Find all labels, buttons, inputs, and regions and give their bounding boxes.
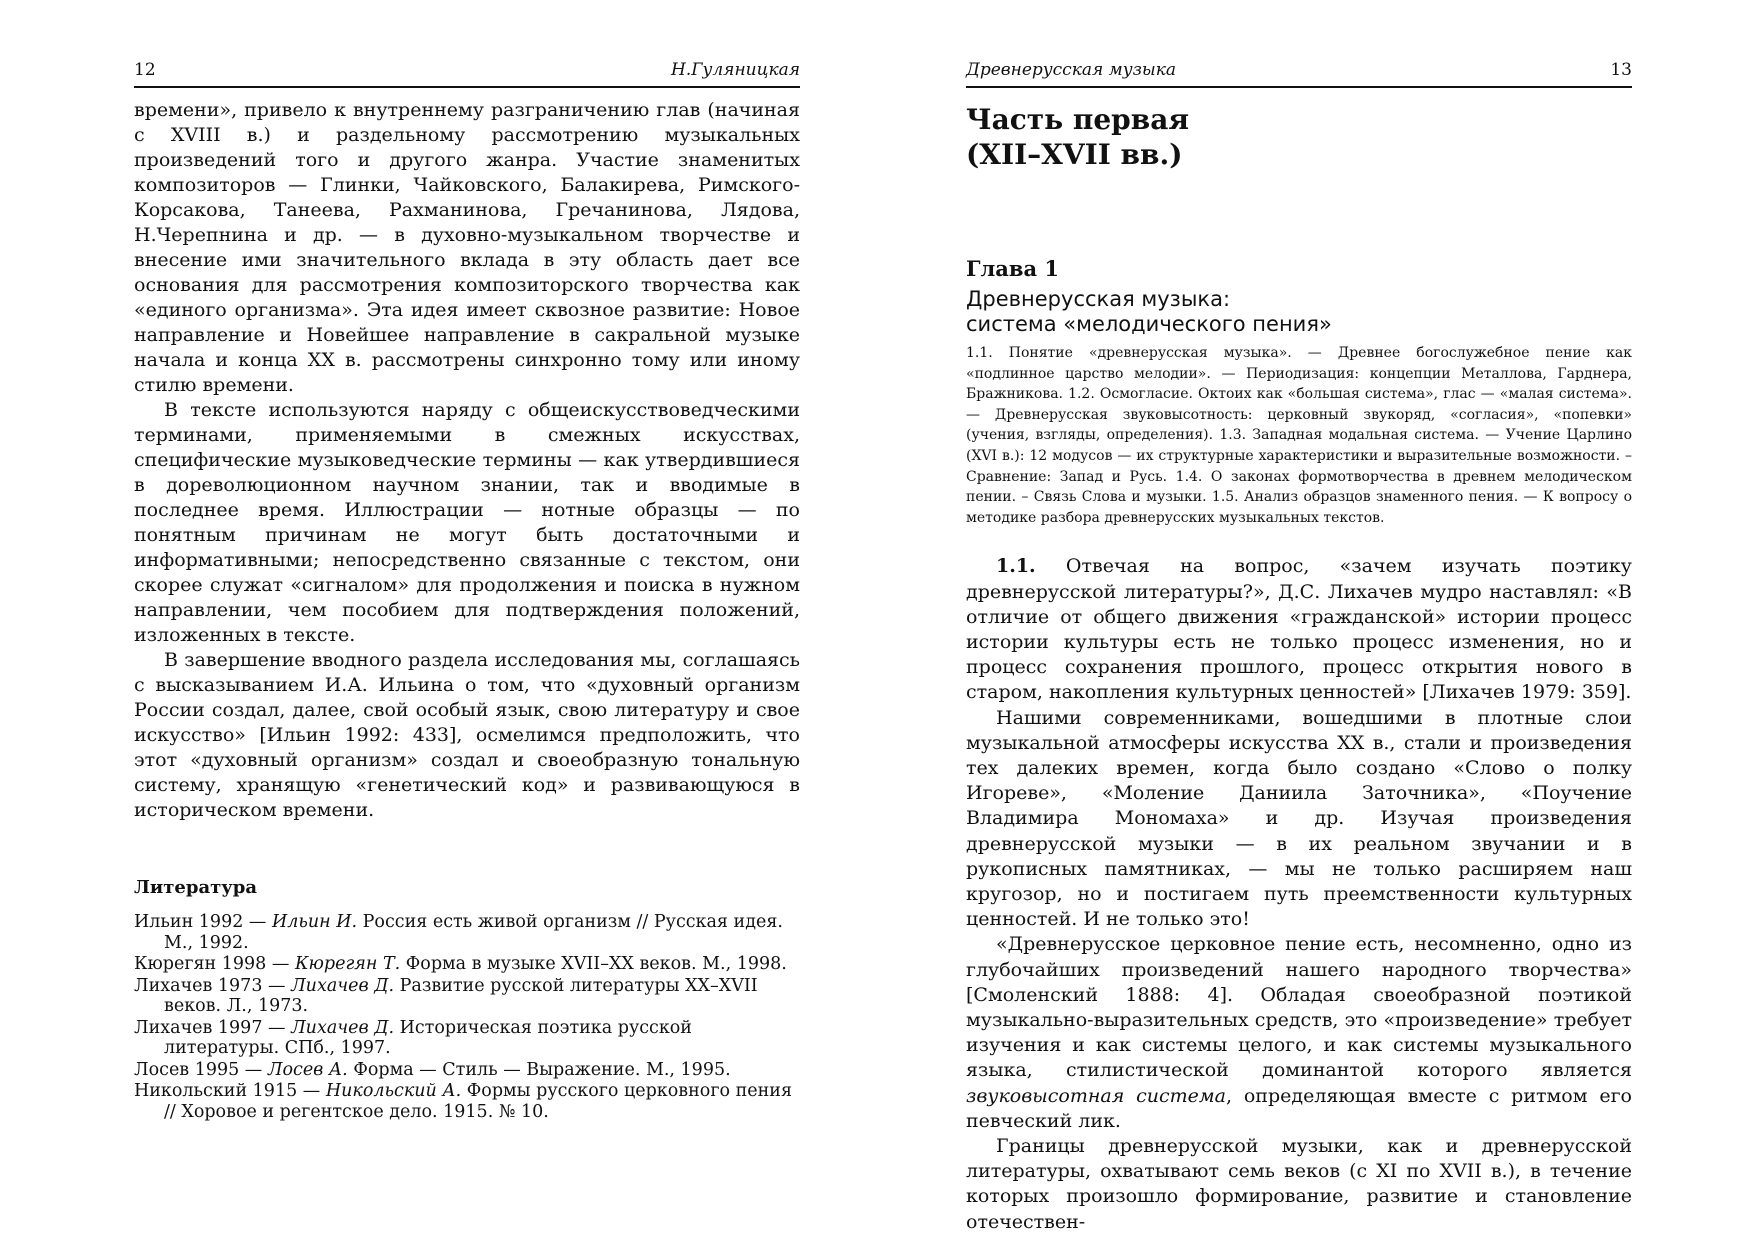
bib-entry: Лосев 1995 — Лосев А. Форма — Стиль — Выражение. М., 1995. — [134, 1059, 731, 1080]
left-running-head — [134, 52, 800, 88]
paragraph: Границы древнерусской музыки, как и древнерусской литературы, охватывают семь веков (с XI по XVII в.), в течение которых произошло формирование, развитие и становление отечествен- — [966, 1135, 1632, 1233]
page-number: 12 — [134, 60, 156, 80]
chapter-title-line: система «мелодического пения» — [966, 312, 1332, 336]
bib-entry: Ильин 1992 — Ильин И. Россия есть живой организм // Русская идея. М., 1992. — [134, 912, 783, 953]
page-number: 13 — [1610, 60, 1632, 80]
chapter-title — [966, 287, 1632, 337]
running-title: Древнерусская музыка — [966, 60, 1177, 80]
right-page — [966, 52, 1632, 1235]
bibliography — [134, 912, 800, 1122]
bib-entry: Кюрегян 1998 — Кюрегян Т. Форма в музыке XVII–XX веков. М., 1998. — [134, 954, 787, 974]
bib-entry: Никольский 1915 — Никольский А. Формы русского церковного пения // Хоровое и регентское дело. 1915. № 10. — [134, 1081, 792, 1122]
right-running-head — [966, 52, 1632, 88]
part-title-line: (XII–XVII вв.) — [966, 138, 1183, 171]
paragraph: В завершение вводного раздела исследования мы, соглашаясь с высказыванием И.А. Ильина о том, что «духовный организм России создал, далее, свой особый язык, свою литературу и свое искусство» [Ильин 1992: 433], осмелимся предположить, что этот «духовный организм» создал и своеобразную тональную систему, хранящую «генетический код» и развивающуюся в историческом времени. — [134, 649, 800, 821]
bib-entry: Лихачев 1973 — Лихачев Д. Развитие русской литературы XX–XVII веков. Л., 1973. — [134, 975, 758, 1016]
chapter-title-line: Древнерусская музыка: — [966, 287, 1231, 311]
paragraph: В тексте используются наряду с общеискусствоведческими терминами, применяемыми в смежных искусствах, специфические музыковедческие термины — как утвердившиеся в дореволюционном научном знании, так и вводимые в последнее время. Иллюстрации — нотные образцы — по понятным причинам не могут быть достаточными и информативными; непосредственно связанные с текстом, они скорее служат «сигналом» для продолжения и поиска в нужном направлении, чем пособием для подтверждения положений, изложенных в тексте. — [134, 399, 800, 646]
running-title: Н.Гуляницкая — [671, 60, 800, 80]
paragraph: Нашими современниками, вошедшими в плотные слои музыкальной атмосферы искусства XX в., стали и произведения тех далеких времен, когда было создано «Слово о полку Игореве», «Моление Даниила Заточника», «Поучение Владимира Мономаха» и др. Изучая произведения древнерусской музыки — в их реальном звучании и в рукописных памятниках, — мы не только расширяем наш кругозор, но и постигаем путь преемственности культурных ценностей. И не только это! — [966, 706, 1632, 931]
part-title — [966, 102, 1632, 172]
paragraph: 1.1. Отвечая на вопрос, «зачем изучать поэтику древнерусской литературы?», Д.С. Лихачев мудро наставлял: «В отличие от общего движения «гражданской» истории процесс истории культуры есть не только процесс изменения, но и процесс сохранения прошлого, процесс открытия нового в старом, накопления культурных ценностей» [Лихачев 1979: 359]. — [966, 555, 1632, 704]
section-number: 1.1. — [996, 555, 1036, 578]
left-page — [134, 52, 800, 1123]
paragraph: времени», привело к внутреннему разграничению глав (начиная с XVIII в.) и раздельному рассмотрению музыкальных произведений того и другого жанра. Участие знаменитых композиторов — Глинки, Чайковского, Балакирева, Римского-Корсакова, Танеева, Рахманинова, Гречанинова, Лядова, Н.Черепнина и др. — в духовно-музыкальном творчестве и внесение ими значительного вклада в эту область дает все основания для рассмотрения композиторского творчества как «единого организма». Эта идея имеет сквозное развитие: Новое направление и Новейшее направление в сакральной музыке начала и конца XX в. рассмотрены синхронно тому или иному стилю времени. — [134, 99, 800, 396]
left-body-text — [134, 98, 800, 823]
chapter-number: Глава 1 — [966, 256, 1060, 281]
right-body-text — [966, 554, 1632, 1234]
chapter-abstract: 1.1. Понятие «древнерусская музыка». — Древнее богослужебное пение как «подлинное царство мелодии». — Периодизация: концепции Металлова, Гарднера, Бражникова. 1.2. Осмогласие. Октоих как «большая система», глас — «малая система». — Древнерусская звуковысотность: церковный звукоряд, «согласия», «попевки» (учения, взгляды, определения). 1.3. Западная модальная система. — Учение Царлино (XVI в.): 12 модусов — их структурные характеристики и выразительные возможности. – Сравнение: Запад и Русь. 1.4. О законах формотворчества в древнем мелодическом пении. – Связь Слова и музыки. 1.5. Анализ образцов знаменного пения. — К вопросу о методике разбора древнерусских музыкальных текстов. — [966, 345, 1632, 526]
literature-heading: Литература — [134, 877, 258, 898]
paragraph: «Древнерусское церковное пение есть, несомненно, одно из глубочайших произведений нашего народного творчества» [Смоленский 1888: 4]. Обладая своеобразной поэтикой музыкально-выразительных средств, это «произведение» требует изучения и как системы целого, и как системы музыкального языка, стилистической доминантой которого является звуковысотная система, определяющая вместе с ритмом его певческий лик. — [966, 933, 1632, 1132]
part-title-line: Часть первая — [966, 103, 1190, 136]
bib-entry: Лихачев 1997 — Лихачев Д. Историческая поэтика русской литературы. СПб., 1997. — [134, 1017, 692, 1058]
